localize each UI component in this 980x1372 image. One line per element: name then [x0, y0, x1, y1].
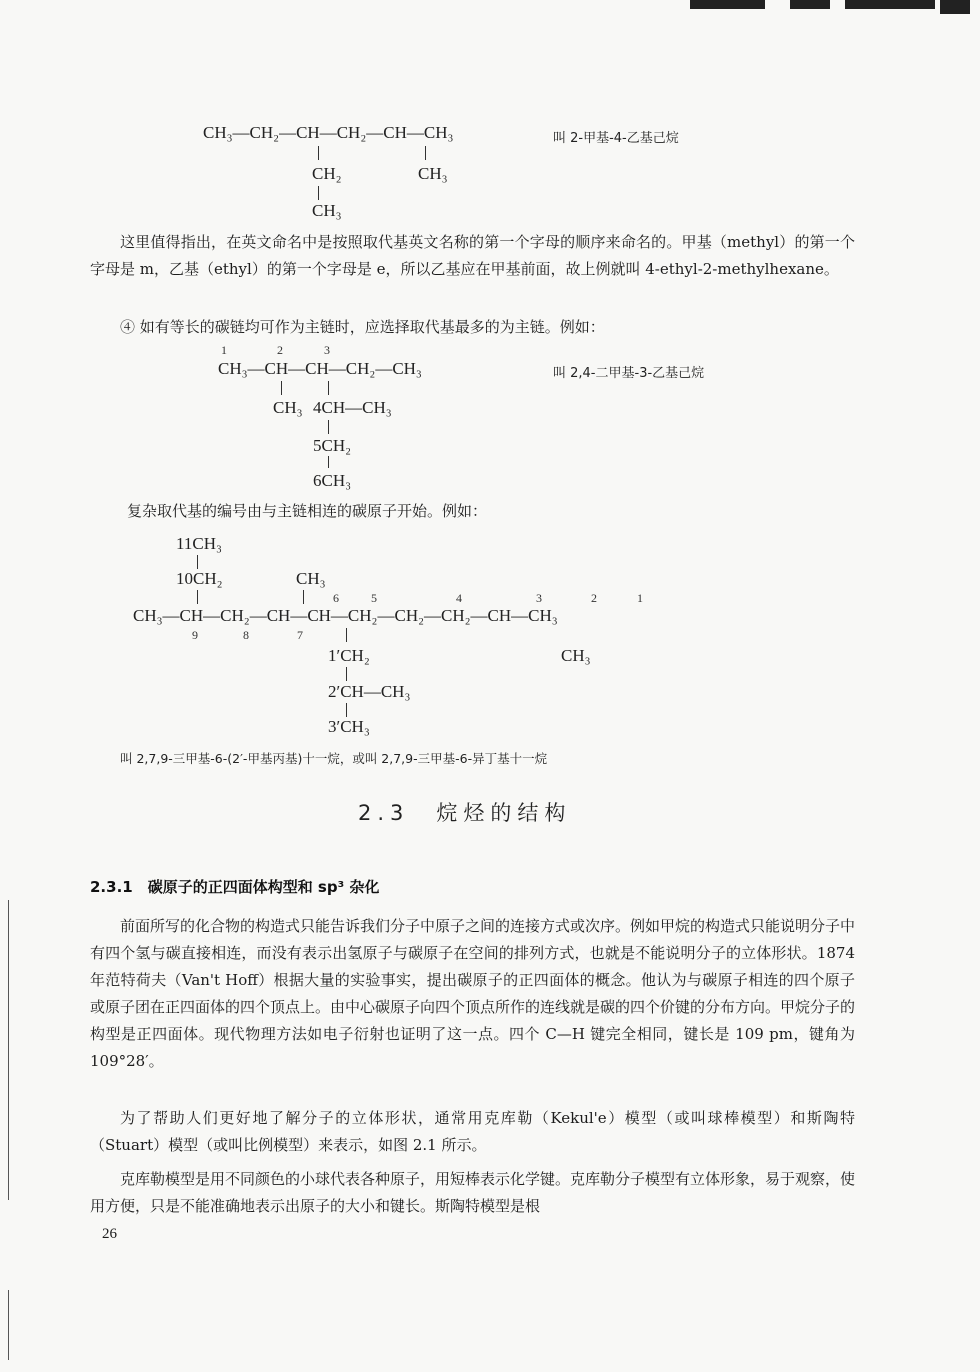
branch-c5: 5CH₂ [313, 436, 352, 455]
bond [346, 628, 347, 642]
paragraph-kekule-model: 克库勒模型是用不同颜色的小球代表各种原子，用短棒表示化学键。克库勒分子模型有立体形象，易于观察，使用方便，只是不能准确地表示出原子的大小和键长。斯陶特模型是根 [90, 1170, 856, 1215]
paragraph-english-naming: 这里值得指出，在英文命名中是按照取代基英文名称的第一个字母的顺序来命名的。甲基（methyl）的第一个字母是 m，乙基（ethyl）的第一个字母是 e，所以乙基应在甲基前面，故上例就叫 4-ethyl-2-methylhexane。 [90, 233, 855, 278]
page-number: 26 [102, 1226, 117, 1242]
rule-4: ④ 如有等长的碳链均可作为主链时，应选择取代基最多的为主链。例如： [120, 318, 605, 336]
bond [197, 555, 198, 569]
bond [346, 703, 347, 717]
branch-ethyl-ch2: CH₂ [312, 164, 342, 183]
bond [197, 590, 198, 604]
bond [318, 186, 319, 200]
scan-margin-line [8, 900, 9, 1200]
main-chain: CH₃—CH—CH—CH₂—CH₃ [218, 359, 422, 378]
branch-c4: 4CH—CH₃ [313, 398, 392, 417]
scan-edge-mark [790, 0, 830, 9]
branch-2prime: 2′CH—CH₃ [328, 682, 411, 701]
carbon-number: 7 [297, 628, 303, 642]
methyl-top: CH₃ [296, 569, 326, 588]
bond [318, 146, 319, 160]
carbon-number: 4 [456, 591, 462, 605]
compound-name: 叫 2-甲基-4-乙基己烷 [553, 131, 679, 146]
branch-1prime: 1′CH₂ [328, 646, 370, 665]
carbon-number: 1 [221, 343, 227, 357]
carbon-number: 8 [243, 628, 249, 642]
paragraph-models: 为了帮助人们更好地了解分子的立体形状，通常用克库勒（Kekul'e）模型（或叫球棒模型）和斯陶特（Stuart）模型（或叫比例模型）来表示，如图 2.1 所示。 [90, 1109, 855, 1154]
bond [346, 667, 347, 681]
scan-edge-mark [690, 0, 765, 9]
carbon-number: 9 [192, 628, 198, 642]
main-chain: CH₃—CH—CH₂—CH—CH—CH₂—CH₂—CH₂—CH—CH₃ [133, 606, 558, 625]
subsection-heading: 2.3.1 碳原子的正四面体构型和 sp³ 杂化 [90, 878, 380, 896]
carbon-10: 10CH₂ [176, 569, 223, 588]
carbon-number: 3 [536, 591, 542, 605]
carbon-number: 3 [324, 343, 330, 357]
carbon-number: 5 [371, 591, 377, 605]
paragraph-complex-substituent: 复杂取代基的编号由与主链相连的碳原子开始。例如： [127, 502, 488, 520]
carbon-number: 2 [591, 591, 597, 605]
scan-edge-mark [940, 0, 970, 14]
branch-ethyl-ch3: CH₃ [312, 201, 342, 220]
compound-name: 叫 2,7,9-三甲基-6-(2′-甲基丙基)十一烷，或叫 2,7,9-三甲基-6-异丁基十一烷 [120, 751, 548, 766]
bond [328, 456, 329, 468]
bond [328, 381, 329, 395]
carbon-number: 2 [277, 343, 283, 357]
branch-3prime: 3′CH₃ [328, 717, 370, 736]
scan-margin-line [8, 1290, 9, 1360]
bond [281, 381, 282, 395]
branch-methyl: CH₃ [418, 164, 448, 183]
carbon-11: 11CH₃ [176, 534, 222, 553]
carbon-number: 6 [333, 591, 339, 605]
section-heading: 2.3 烷烃的结构 [358, 801, 572, 825]
scan-edge-mark [845, 0, 935, 9]
bond [328, 420, 329, 434]
bond [303, 590, 304, 604]
carbon-number: 1 [637, 591, 643, 605]
paragraph-tetrahedral: 前面所写的化合物的构造式只能告诉我们分子中原子之间的连接方式或次序。例如甲烷的构造式只能说明分子中有四个氢与碳直接相连，而没有表示出氢原子与碳原子在空间的排列方式，也就是不能说明分子的立体形状。1874 年范特荷夫（Van't Hoff）根据大量的实验事实，提出碳原子的正四面体的概念。他认为与碳原子相连的四个原子或原子团在正四面体的四个顶点上。由中心碳原子向四个顶点所作的连线就是碳的四个价键的分布方向。甲烷分子的构型是正四面体。现代物理方法如电子衍射也证明了这一点。四个 C—H 键完全相同，键长是 109 pm，键角为 109°28′。 [90, 917, 856, 1070]
branch-c6: 6CH₃ [313, 471, 352, 490]
bond [425, 146, 426, 160]
methyl-right: CH₃ [561, 646, 591, 665]
compound-name: 叫 2,4-二甲基-3-乙基己烷 [553, 366, 705, 381]
main-chain: CH₃—CH₂—CH—CH₂—CH—CH₃ [203, 123, 454, 142]
branch-methyl: CH₃ [273, 398, 303, 417]
